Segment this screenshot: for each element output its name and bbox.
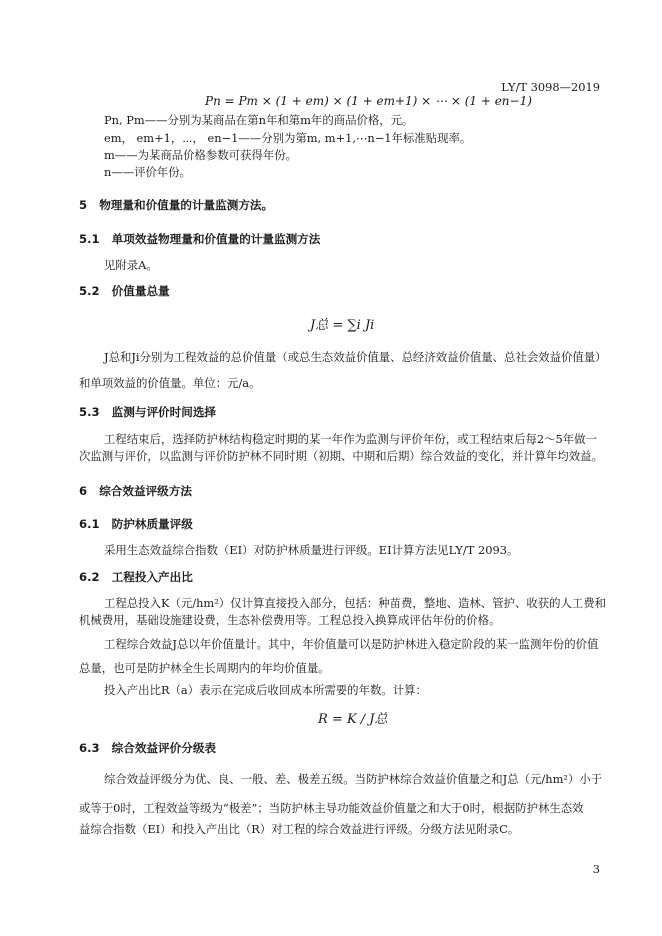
section-title: 工程投入产出比 bbox=[111, 570, 193, 584]
definition-line: Pn, Pm——分别为某商品在第n年和第m年的商品价格，元。 bbox=[104, 113, 414, 127]
section-5-2-heading bbox=[79, 284, 170, 298]
paragraph: 总量，也可是防护林全生长周期内的年均价值量。 bbox=[79, 661, 330, 675]
paragraph: 或等于0时，工程效益等级为“极差”；当防护林主导功能效益价值量之和大于0时，根据防护林生态效 bbox=[79, 801, 584, 815]
paragraph: 工程总投入K（元/hm²）仅计算直接投入部分，包括：种苗费，整地、造林、管护、收获的人工费和 bbox=[104, 596, 607, 610]
section-number: 5 bbox=[79, 198, 88, 212]
input-output-ratio-formula: R = K / J总 bbox=[318, 712, 388, 727]
definition-line: n——评价年份。 bbox=[104, 165, 192, 179]
section-number: 5.1 bbox=[79, 232, 100, 246]
page-number: 3 bbox=[592, 862, 600, 876]
section-number: 6.2 bbox=[79, 570, 100, 584]
section-number: 5.2 bbox=[79, 284, 100, 298]
paragraph: 次监测与评价，以监测与评价防护林不同时期（初期、中期和后期）综合效益的变化，并计算年均效益。 bbox=[79, 449, 603, 463]
section-title: 单项效益物理量和价值量的计量监测方法 bbox=[111, 232, 321, 246]
definition-line: m——为某商品价格参数可获得年份。 bbox=[104, 148, 298, 162]
section-6-1-heading bbox=[79, 517, 193, 531]
section-5-heading bbox=[79, 198, 273, 212]
paragraph: 工程结束后，选择防护林结构稳定时期的某一年作为监测与评价年份，或工程结束后每2～5年做一 bbox=[104, 432, 597, 446]
section-title: 防护林质量评级 bbox=[111, 517, 193, 531]
section-6-2-heading bbox=[79, 570, 193, 584]
section-number: 5.3 bbox=[79, 405, 100, 419]
section-title: 物理量和价值量的计量监测方法。 bbox=[99, 198, 274, 212]
section-number: 6.3 bbox=[79, 741, 100, 755]
paragraph: 和单项效益的价值量。单位：元/a。 bbox=[79, 376, 261, 390]
section-title: 综合效益评级方法 bbox=[99, 484, 192, 498]
section-number: 6.1 bbox=[79, 517, 100, 531]
paragraph: 见附录A。 bbox=[104, 258, 158, 272]
section-6-heading bbox=[79, 484, 192, 498]
section-5-1-heading bbox=[79, 232, 320, 246]
section-title: 价值量总量 bbox=[111, 284, 170, 298]
section-title: 监测与评价时间选择 bbox=[111, 405, 217, 419]
paragraph: 采用生态效益综合指数（EI）对防护林质量进行评级。EI计算方法见LY/T 2093。 bbox=[104, 543, 519, 557]
total-value-formula: J总 = ∑i Ji bbox=[310, 318, 375, 333]
section-6-3-heading bbox=[79, 741, 216, 755]
section-title: 综合效益评价分级表 bbox=[111, 741, 217, 755]
section-5-3-heading bbox=[79, 405, 216, 419]
paragraph: J总和Ji分别为工程效益的总价值量（或总生态效益价值量、总经济效益价值量、总社会效益价值量） bbox=[104, 350, 607, 364]
paragraph: 益综合指数（EI）和投入产出比（R）对工程的综合效益进行评级。分级方法见附录C。 bbox=[79, 822, 520, 836]
section-number: 6 bbox=[79, 484, 88, 498]
paragraph: 工程综合效益J总以年价值量计。其中，年价值量可以是防护林进入稳定阶段的某一监测年份的价值 bbox=[104, 637, 599, 651]
definition-line: em， em+1，⋯， en−1——分别为第m, m+1,⋯n−1年标准贴现率。 bbox=[104, 131, 472, 145]
price-formula: Pn = Pm × (1 + em) × (1 + em+1) × ⋯ × (1 + en−1) bbox=[205, 94, 532, 108]
paragraph: 综合效益评级分为优、良、一般、差、极差五级。当防护林综合效益价值量之和J总（元/hm²）小于 bbox=[104, 772, 603, 786]
standard-code: LY/T 3098—2019 bbox=[501, 80, 600, 94]
paragraph: 机械费用，基础设施建设费，生态补偿费用等。工程总投入换算成评估年份的价格。 bbox=[79, 613, 501, 627]
paragraph: 投入产出比R（a）表示在完成后收回成本所需要的年数。计算： bbox=[104, 683, 427, 697]
